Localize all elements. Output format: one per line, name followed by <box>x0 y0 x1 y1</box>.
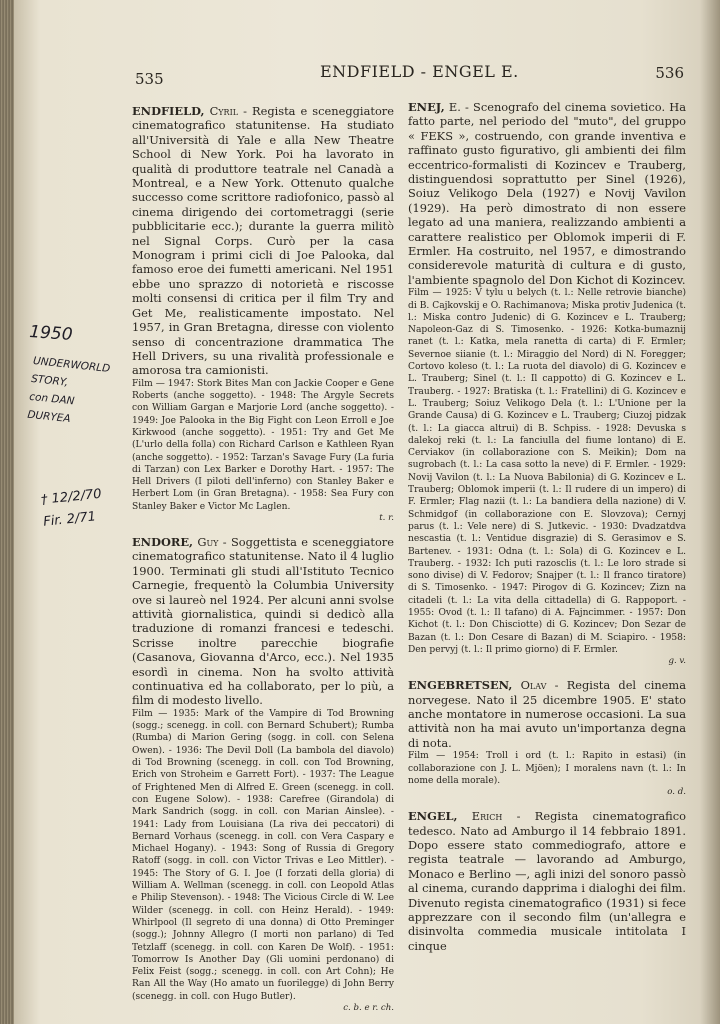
entry-endfield <box>132 104 394 523</box>
page-number-right: 536 <box>655 64 684 82</box>
entry-filmography: Film — 1947: Stork Bites Man con Jackie Cooper e Gene Roberts (anche soggetto). - 1948: The Argyle Secrets con William Gargan e Marjorie Lord (anche soggetto). - 1949: Joe Palooka in the Big Fight con Leon Erroll e Joe Kirkwood (anche soggetto). - 1951: Try and Get Me (L'urlo della folla) con Richard Carlson e Kathleen Ryan (anche soggetto). - 1952: Tarzan's Savage Fury (La furia di Tarzan) con Lex Barker e Dorothy Hart. - 1957: The Hell Drivers (I piloti dell'inferno) con Stanley Baker e Herbert Lom (in Gran Bretagna). - 1958: Sea Fury con Stanley Baker e Victor Mc Laglen. <box>132 378 394 512</box>
handwritten-film-note <box>26 352 123 433</box>
entry-bio <box>132 104 394 378</box>
handwritten-line: STORY, <box>30 372 69 389</box>
entry-signature: o. d. <box>667 787 686 798</box>
entry-bio <box>408 678 686 750</box>
handwritten-line: † 12/2/70 <box>40 486 103 508</box>
page-number-left: 535 <box>135 70 164 88</box>
left-column <box>132 104 394 1013</box>
entry-signature: c. b. e r. ch. <box>343 1002 394 1013</box>
entry-enej <box>408 100 686 666</box>
entry-bio-text: - Regista e sceneggiatore cinematografico statunitense. Ha studiato all'Università di Yale e alla New Theatre School di New York. Poi ha lavorato in qualità di produttore teatrale nel Canadà a Montreal, e a New York. Ottenuto qualche successo come scrittore radiofonico, passò al cinema dirigendo dei cortometraggi (serie pubblicitarie ecc.); durante la guerra militò nel Signal Corps. Curò per la casa Monogram i primi cicli di Joe Palooka, dal famoso eroe dei fumetti americani. Nel 1951 ebbe uno sprazzo di notorietà e riscosse molti consensi di critica per il film Try and Get Me, realisticamente impostato. Nel 1957, in Gran Bretagna, diresse con violento senso di concentrazione drammatica The Hell Drivers, su una rivalità professionale e amorosa tra camionisti. <box>132 104 394 378</box>
entry-bio <box>408 100 686 287</box>
entry-headword: ENDORE, <box>132 534 194 549</box>
entry-signature: t. r. <box>379 512 394 523</box>
entry-headword: ENGEBRETSEN, <box>408 678 513 693</box>
entry-headword: ENEJ, <box>408 100 445 114</box>
entry-forename: Guy <box>197 534 219 549</box>
entry-headword: ENGEL, <box>408 809 458 824</box>
handwritten-date-note <box>40 484 105 534</box>
entry-forename: Erich <box>471 809 503 824</box>
entry-forename: Cyril <box>209 104 239 118</box>
entry-filmography: Film — 1935: Mark of the Vampire di Tod Browning (sogg.; scenegg. in coll. con Bernard Schubert); Rumba (Rumba) di Marion Gering (sogg. in coll. con Selena Owen). - 1936: The Devil Doll (La bambola del diavolo) di Tod Browning (scenegg. in coll. con Tod Browning, Erich von Stroheim e Garrett Fort). - 1937: The League of Frightened Men di Alfred E. Green (scenegg. in coll. con Eugene Solow). - 1938: Carefree (Girandola) di Mark Sandrich (sogg. in coll. con Marian Ainslee). - 1941: Lady from Louisiana (La riva dei peccatori) di Bernard Vorhaus (scenegg. in coll. con Vera Caspary e Michael Hogany). - 1943: Song of Russia di Gregory Ratoff (sogg. in coll. con Victor Trivas e Leo Mittler). - 1945: The Story of G. I. Joe (I forzati della gloria) di William A. Wellman (scenegg. in coll. con Leopold Atlas e Philip Stevenson). - 1948: The Vicious Circle di W. Lee Wilder (scenegg. in coll. con Heinz Herald). - 1949: Whirlpool (Il segreto di una donna) di Otto Preminger (sogg.); Johnny Allegro (I morti non parlano) di Ted Tetzlaff (scenegg. in coll. con Karen De Wolf). - 1951: Tomorrow Is Another Day (Gli uomini perdonano) di Felix Feist (sogg.; scenegg. in coll. con Art Cohn); He Ran All the Way (Ho amato un fuorilegge) di John Berry (scenegg. in coll. con Hugo Butler). <box>132 708 394 1002</box>
entry-bio-text: - Regista cinematografico tedesco. Nato ad Amburgo il 14 febbraio 1891. Dopo essere stato commediografo, attore e regista teatrale — lavorando ad Amburgo, Monaco e Berlino —, agli inizi del sonoro passò al cinema, curando dapprima i dialoghi dei film. Divenuto regista cinematografico (1931) si fece apprezzare con il secondo film (un'allegra e disinvolta commedia musicale intitolata I cinque <box>408 809 686 953</box>
entry-endore <box>132 535 394 1013</box>
entry-bio <box>132 535 394 708</box>
handwritten-line: con DAN <box>28 390 75 408</box>
entry-headword: ENDFIELD, <box>132 104 205 118</box>
page-header <box>0 60 720 90</box>
entry-forename: Olav <box>520 678 547 693</box>
handwritten-line: Fir. 2/71 <box>42 509 97 530</box>
entry-bio-text: - Regista del cinema norvegese. Nato il 25 dicembre 1905. E' stato anche montatore in numerose occasioni. La sua attività non ha mai avuto un'importanza degna di nota. <box>408 678 687 750</box>
running-head: ENDFIELD - ENGEL E. <box>320 62 519 81</box>
entry-signature: g. v. <box>668 656 686 667</box>
entry-engebretsen <box>408 678 686 797</box>
entry-bio-text: - Soggettista e sceneggiatore cinematografico statunitense. Nato il 4 luglio 1900. Terminati gli studi all'Istituto Tecnico Carnegie, frequentò la Columbia University ove si laureò nel 1924. Per alcuni anni svolse attività giornalistica, quindi si dedicò alla traduzione di romanzi francesi e tedeschi. Scrisse inoltre parecchie biografie (Casanova, Giovanna d'Arco, ecc.). Nel 1935 esordì in cinema. Non ha svolto attività continuativa ed ha collaborato, per lo più, a film di modesto livello. <box>132 534 394 708</box>
handwritten-line: UNDERWORLD <box>32 354 111 376</box>
right-column <box>408 100 686 953</box>
entry-bio-text: - Scenografo del cinema sovietico. Ha fatto parte, nel periodo del "muto", del gruppo « FEKS », costruendo, con grande inventiva e raffinato gusto figurativo, gli ambienti dei film eccentrico-formalisti di Kozincev e Trauberg, distinguendosi soprattutto per Sinel (1926), Soiuz Velikogo Dela (1927) e Novij Vavilon (1929). Ha però dimostrato di non essere legato ad una maniera, realizzando ambienti a carattere realistico per Oblomok imperii di F. Ermler. Ha costruito, nel 1957, e dimostrando considerevole maturità di cultura e di gusto, l'ambiente spagnolo del Don Kichot di Kozincev. <box>408 100 686 287</box>
entry-filmography: Film — 1954: Troll i ord (t. l.: Rapito in estasi) (in collaborazione con J. L. Mjöen); I moralens navn (t. l.: In nome della morale). <box>408 751 686 786</box>
entry-filmography: Film — 1925: V tylu u belych (t. l.: Nelle retrovie bianche) di B. Cajkovskij e O. Rachimanova; Miska protiv Judenica (t. l.: Miska contro Judenic) di G. Kozincev e L. Trauberg; Napoleon-Gaz di S. Timosenko. - 1926: Kotka-bumaznij ranet (t. l.: Katka, mela ranetta di carta) di F. Ermler; Severnoe siianie (t. l.: Miraggio del Nord) di N. Foregger; Cortovo koleso (t. l.: La ruota del diavolo) di G. Kozincev e L. Trauberg; Sinel (t. l.: Il cappotto) di G. Kozincev e L. Trauberg. - 1927: Bratiska (t. l.: Fratellini) di G. Kozincev e L. Trauberg; Soiuz Velikogo Dela (t. l.: L'Unione per la Grande Causa) di G. Kozincev e L. Trauberg; Ciuzoj pidzak (t. l.: La giacca altrui) di B. Schpiss. - 1928: Devuska s dalekoj reki (t. l.: La fanciulla del fiume lontano) di E. Cerviakov (in collaborazione con S. Meikin); Dom na sugrobach (t. l.: La casa sotto la neve) di F. Ermler. - 1929: Novij Vavilon (t. l.: La Nuova Babilonia) di G. Kozincev e L. Trauberg; Oblomok imperii (t. l.: Il rudere di un impero) di F. Ermler; Flag nazii (t. l.: La bandiera della nazione) di V. Schmidgof (in collaborazione con E. Slovzova); Cernyj parus (t. l.: Vele nere) di S. Jutkevic. - 1930: Dvadzatdva nescastia (t. l.: Ventidue disgrazie) di S. Gerasimov e S. Bartenev. - 1931: Odna (t. l.: Sola) di G. Kozincev e L. Trauberg. - 1932: Ich puti razosclis (t. l.: Le loro strade si sono divise) di V. Fedorov; Snajper (t. l.: Il franco tiratore) di S. Timosenko. - 1947: Pirogov di G. Kozincev; Zizn na citadeli (t. l.: La vita della cittadella) di G. Rappoport. - 1955: Ovod (t. l.: Il tafano) di A. Fajncimmer. - 1957: Don Kichot (t. l.: Don Chisciotte) di G. Kozincev; Don Sezar de Bazan (t. l.: Don Cesare di Bazan) di M. Sciapiro. - 1958: Den pervyj (t. l.: Il primo giorno) di F. Ermler. <box>408 288 686 655</box>
book-binding <box>0 0 14 1024</box>
entry-engel <box>408 809 686 953</box>
entry-bio <box>408 809 686 953</box>
handwritten-year-note: 1950 <box>28 322 74 345</box>
handwritten-line: DURYEA <box>26 408 72 426</box>
entry-forename: E. <box>448 100 461 114</box>
